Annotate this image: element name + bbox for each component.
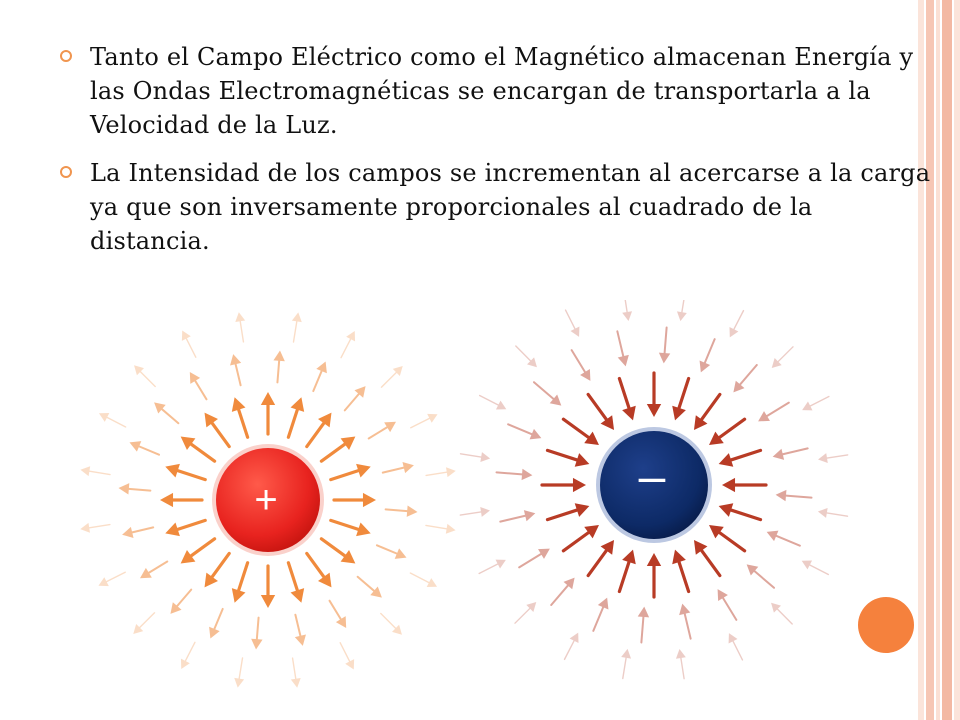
- field-arrow: [313, 362, 327, 392]
- field-arrow: [500, 510, 535, 522]
- field-arrow: [516, 346, 537, 367]
- field-arrow: [181, 642, 195, 669]
- field-arrow: [307, 553, 332, 587]
- field-arrow: [679, 604, 691, 639]
- bullet-text: La Intensidad de los campos se incrementan al acercarse a la carga ya que son inversamente proporcionales al cuadrado de la distancia.: [90, 159, 931, 255]
- field-arrow: [818, 508, 848, 518]
- field-arrow: [165, 520, 205, 536]
- field-arrow: [99, 413, 126, 427]
- field-arrow: [80, 466, 110, 476]
- field-arrow: [818, 453, 848, 463]
- field-arrow: [709, 419, 745, 445]
- field-arrow: [235, 312, 245, 342]
- field-arrow: [170, 590, 191, 614]
- field-arrow: [340, 643, 354, 670]
- field-arrow: [566, 310, 580, 337]
- bullet-circle-icon: [60, 50, 72, 62]
- field-arrow: [563, 525, 599, 551]
- field-arrow: [80, 523, 110, 533]
- field-arrow: [205, 553, 230, 587]
- bullet-list: [60, 40, 940, 272]
- field-arrow: [776, 490, 812, 501]
- field-arrow: [593, 598, 608, 631]
- field-arrow: [677, 300, 687, 321]
- field-arrow: [479, 560, 506, 574]
- field-arrow: [542, 478, 586, 492]
- field-arrow: [719, 450, 761, 466]
- positive-sign: +: [254, 478, 278, 522]
- field-arrow: [331, 464, 371, 480]
- bullet-text: Tanto el Campo Eléctrico como el Magnético almacenan Energía y las Ondas Electromagnéticas se encargan de transportarla a la Velocidad de la Luz.: [90, 43, 914, 139]
- field-arrow: [461, 452, 491, 462]
- field-arrow: [330, 601, 347, 628]
- field-arrow: [647, 373, 661, 417]
- field-arrow: [381, 366, 402, 387]
- field-arrow: [700, 339, 715, 372]
- field-arrow: [773, 448, 808, 460]
- decorative-orange-circle: [858, 597, 914, 653]
- field-arrow: [733, 365, 756, 392]
- field-arrow: [460, 507, 490, 517]
- negative-sign: –: [638, 450, 666, 504]
- field-arrow: [519, 549, 550, 568]
- field-arrow: [118, 483, 150, 494]
- field-arrow: [508, 424, 541, 439]
- field-arrow: [672, 550, 688, 592]
- field-arrow: [261, 392, 275, 434]
- field-arrow: [426, 524, 456, 534]
- field-arrow: [369, 422, 396, 439]
- field-arrow: [563, 419, 599, 445]
- field-arrow: [181, 539, 215, 564]
- negative-charge: [596, 427, 712, 543]
- field-arrow: [251, 618, 262, 650]
- field-arrow: [321, 539, 355, 564]
- field-arrow: [497, 469, 533, 480]
- field-arrow: [154, 402, 178, 423]
- field-arrow: [719, 503, 761, 519]
- field-arrow: [729, 633, 743, 660]
- field-arrow: [209, 609, 223, 639]
- field-arrow: [341, 331, 355, 358]
- field-arrow: [232, 397, 248, 437]
- field-arrow: [771, 603, 792, 624]
- field-arrow: [758, 403, 789, 422]
- field-arrow: [767, 531, 800, 546]
- field-arrow: [291, 658, 301, 688]
- field-arrow: [234, 658, 244, 688]
- field-arrow: [190, 372, 207, 399]
- field-arrow: [334, 493, 376, 507]
- field-arrow: [619, 550, 635, 592]
- field-arrow: [747, 564, 774, 587]
- field-arrow: [130, 441, 160, 455]
- bullet-item: [60, 156, 940, 258]
- field-arrow: [140, 562, 167, 579]
- positive-charge: [212, 444, 324, 556]
- field-arrow: [165, 464, 205, 480]
- field-arrow: [122, 527, 153, 538]
- field-arrow: [647, 553, 661, 597]
- field-arrow: [160, 493, 202, 507]
- field-arrow: [230, 354, 241, 385]
- bullet-item: [60, 40, 940, 142]
- field-arrow: [802, 397, 829, 411]
- field-arrow: [426, 467, 456, 477]
- field-arrow: [515, 602, 536, 623]
- field-arrow: [588, 540, 614, 576]
- field-arrow: [331, 520, 371, 536]
- field-arrow: [205, 413, 230, 447]
- field-arrow: [273, 350, 284, 382]
- field-arrow: [619, 378, 635, 420]
- field-arrow: [182, 330, 196, 357]
- field-arrow: [181, 437, 215, 462]
- field-arrow: [288, 397, 304, 437]
- field-arrow: [410, 573, 437, 587]
- bullet-circle-icon: [60, 166, 72, 178]
- field-arrow: [622, 300, 632, 321]
- field-arrow: [292, 312, 302, 342]
- field-arrow: [722, 478, 766, 492]
- field-arrow: [694, 394, 720, 430]
- field-arrow: [133, 613, 154, 634]
- field-arrow: [621, 649, 631, 679]
- field-arrow: [411, 414, 438, 428]
- field-arrow: [134, 365, 155, 386]
- field-arrow: [659, 328, 670, 364]
- field-arrow: [547, 503, 589, 519]
- field-arrow: [638, 607, 649, 643]
- field-arrow: [718, 589, 737, 620]
- field-arrow: [383, 462, 414, 473]
- field-arrow: [261, 566, 275, 608]
- field-arrow: [694, 540, 720, 576]
- field-arrow: [709, 525, 745, 551]
- field-arrow: [551, 578, 574, 605]
- field-arrow: [98, 572, 125, 586]
- field-arrow: [295, 615, 306, 646]
- field-arrow: [358, 577, 382, 598]
- field-arrow: [672, 378, 688, 420]
- field-arrow: [288, 563, 304, 603]
- field-arrow: [547, 450, 589, 466]
- field-arrow: [377, 545, 407, 559]
- field-arrow: [572, 350, 591, 381]
- field-arrow: [345, 386, 366, 410]
- field-arrow: [232, 563, 248, 603]
- field-arrow: [386, 505, 418, 516]
- field-arrow: [534, 382, 561, 405]
- field-arrow: [307, 413, 332, 447]
- field-arrow: [772, 347, 793, 368]
- field-arrow: [565, 633, 579, 660]
- field-arrow: [588, 394, 614, 430]
- field-arrow: [480, 396, 507, 410]
- electric-field-diagram: [0, 300, 900, 700]
- field-arrow: [321, 437, 355, 462]
- field-arrow: [676, 649, 686, 679]
- field-arrow: [729, 311, 743, 338]
- field-arrow: [802, 560, 829, 574]
- field-arrow: [617, 331, 629, 366]
- field-arrow: [381, 613, 402, 634]
